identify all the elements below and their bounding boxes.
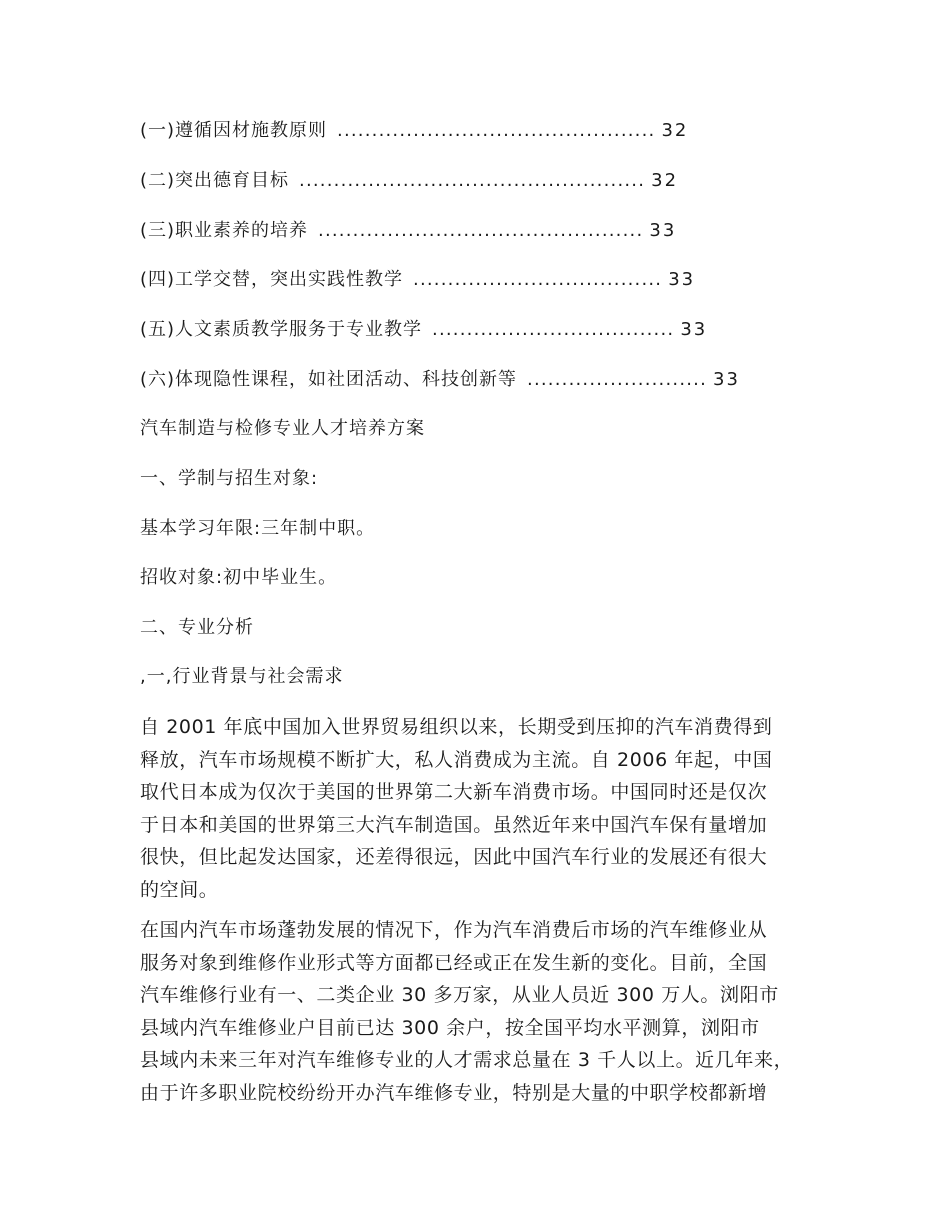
toc-leader-dots: .............................................. [337, 120, 656, 141]
toc-leader-dots: .................................... [413, 269, 663, 290]
toc-entry-title: (五)人文素质教学服务于专业教学 [140, 319, 423, 340]
toc-leader-dots: ............................................... [318, 220, 644, 241]
paragraph-line: 于日本和美国的世界第三大汽车制造国。虽然近年来中国汽车保有量增加 [140, 813, 768, 836]
section-heading-one: 一、学制与招生对象: [140, 468, 319, 489]
toc-page-number: 33 [713, 369, 740, 390]
toc-entry[interactable] [140, 368, 740, 392]
document-title: 汽车制造与检修专业人才培养方案 [140, 418, 425, 439]
paragraph-line: 县域内未来三年对汽车维修专业的人才需求总量在 3 千人以上。近几年来， [140, 1049, 794, 1071]
toc-entry-title: (一)遵循因材施教原则 [140, 120, 328, 141]
paragraph-line: 由于许多职业院校纷纷开办汽车维修专业，特别是大量的中职学校都新增 [140, 1081, 768, 1104]
paragraph-line: 县域内汽车维修业户目前已达 300 余户，按全国平均水平测算，浏阳市 [140, 1016, 760, 1039]
paragraph-line: 的空间。 [140, 878, 219, 901]
toc-page-number: 33 [668, 269, 696, 290]
subsection-heading: ,一,行业背景与社会需求 [140, 666, 344, 687]
toc-entry-title: (六)体现隐性课程，如社团活动、科技创新等 [140, 369, 518, 390]
toc-page-number: 33 [680, 319, 708, 340]
enrollment-line: 招收对象:初中毕业生。 [140, 567, 338, 588]
toc-entry[interactable] [140, 268, 695, 292]
toc-entry[interactable] [140, 318, 707, 342]
toc-entry[interactable] [140, 169, 678, 193]
paragraph-line: 在国内汽车市场蓬勃发展的情况下，作为汽车消费后市场的汽车维修业从 [140, 919, 768, 941]
section-heading-two: 二、专业分析 [140, 617, 254, 638]
toc-entry-title: (四)工学交替，突出实践性教学 [140, 269, 404, 290]
toc-entry[interactable] [140, 219, 676, 243]
toc-leader-dots: .......................... [527, 369, 708, 390]
toc-page-number: 32 [661, 120, 689, 141]
toc-entry[interactable] [140, 119, 688, 143]
paragraph-repair-industry [140, 914, 830, 1109]
paragraph-line: 很快，但比起发达国家，还差得很远，因此中国汽车行业的发展还有很大 [140, 846, 768, 868]
toc-leader-dots: ................................... [432, 319, 675, 340]
paragraph-industry-background [140, 711, 830, 906]
study-duration-line: 基本学习年限:三年制中职。 [140, 518, 376, 539]
paragraph-line: 汽车维修行业有一、二类企业 30 多万家，从业人员近 300 万人。浏阳市 [140, 984, 779, 1006]
toc-leader-dots: .................................................. [299, 170, 646, 191]
paragraph-line: 自 2001 年底中国加入世界贸易组织以来，长期受到压抑的汽车消费得到 [140, 716, 773, 738]
toc-entry-title: (二)突出德育目标 [140, 170, 290, 191]
toc-page-number: 32 [651, 170, 679, 191]
toc-entry-title: (三)职业素养的培养 [140, 220, 309, 241]
toc-page-number: 33 [649, 220, 677, 241]
paragraph-line: 取代日本成为仅次于美国的世界第二大新车消费市场。中国同时还是仅次 [140, 781, 768, 803]
paragraph-line: 释放，汽车市场规模不断扩大，私人消费成为主流。自 2006 年起，中国 [140, 748, 773, 771]
paragraph-line: 服务对象到维修作业形式等方面都已经或正在发生新的变化。目前，全国 [140, 951, 768, 974]
